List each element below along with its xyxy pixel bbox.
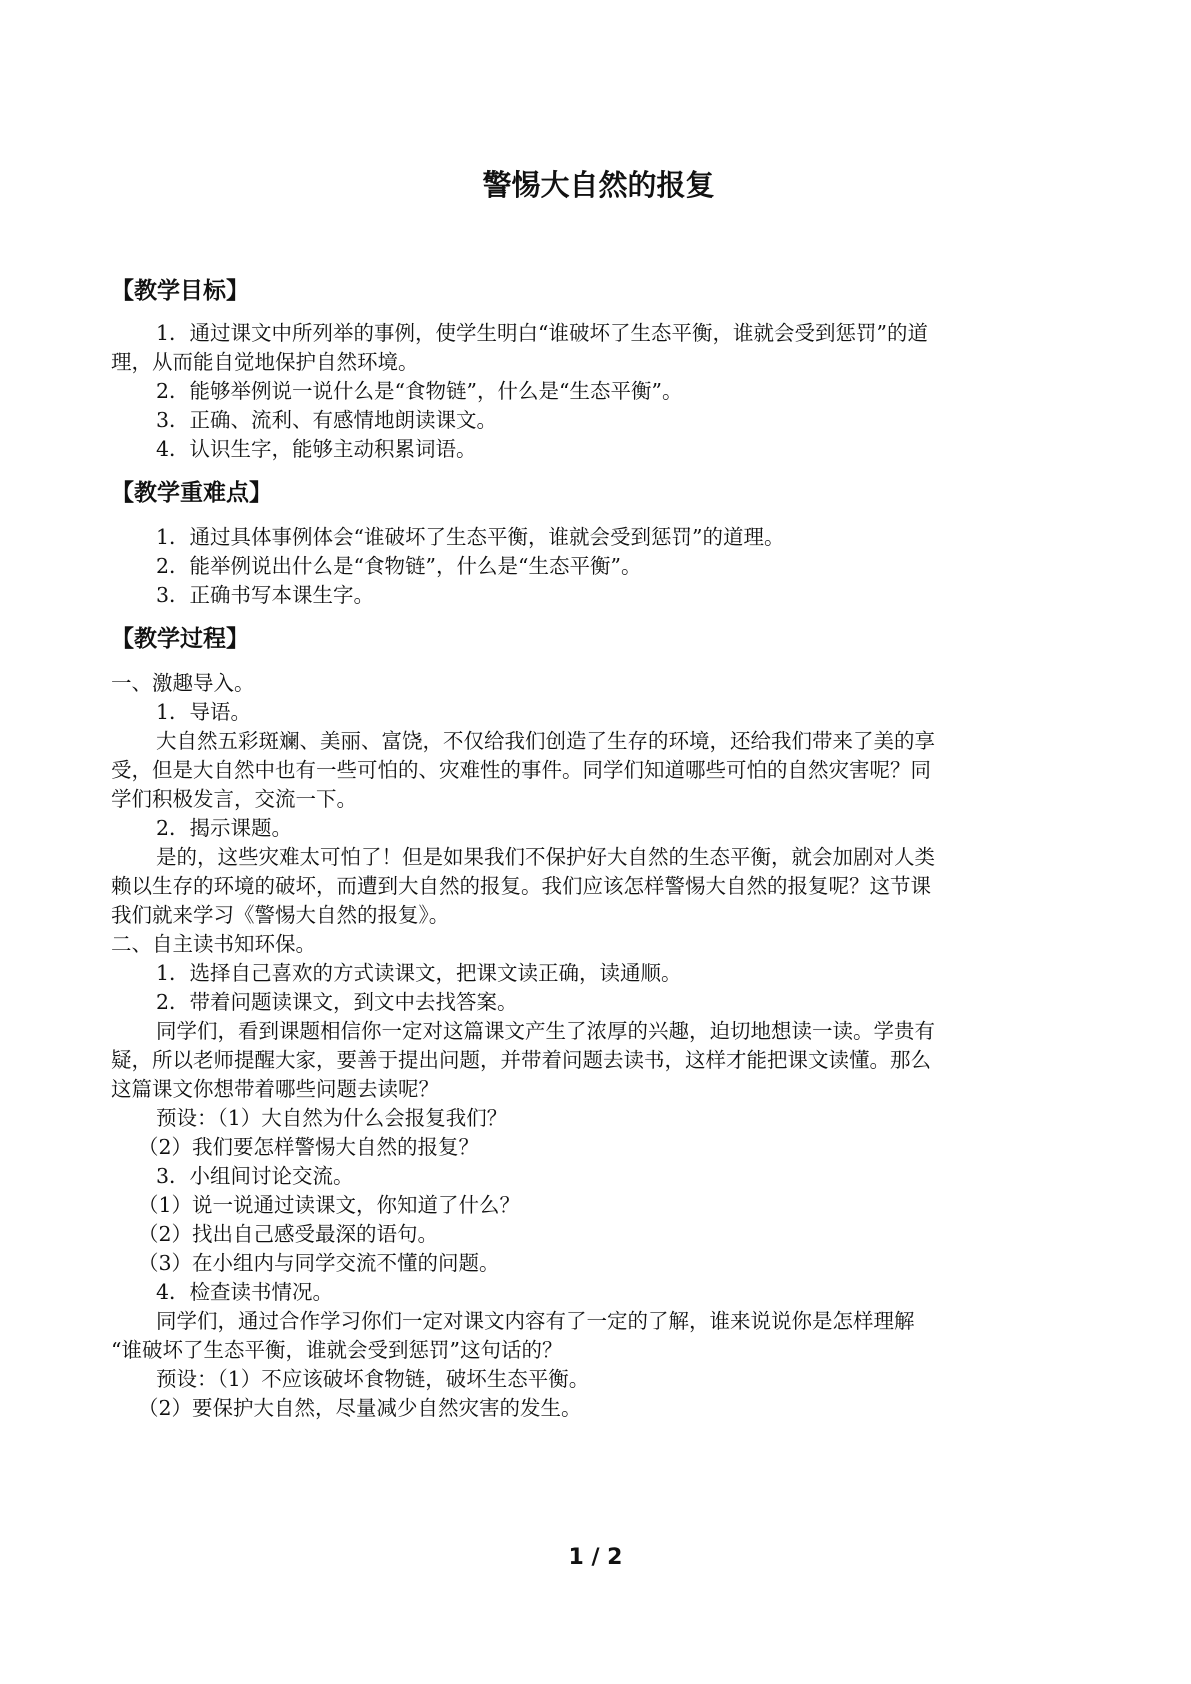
objective-line: 理，从而能自觉地保护自然环境。 [111,350,419,374]
heading-key-points: 【教学重难点】 [111,480,272,506]
process-line: 疑，所以老师提醒大家，要善于提出问题，并带着问题去读书，这样才能把课文读懂。那么 [111,1048,931,1072]
process-line: 我们就来学习《警惕大自然的报复》。 [111,903,450,927]
process-line: （1）说一说通过读课文，你知道了什么？ [138,1193,521,1217]
process-line: 受，但是大自然中也有一些可怕的、灾难性的事件。同学们知道哪些可怕的自然灾害呢？同 [111,758,931,782]
process-line: 2．带着问题读课文，到文中去找答案。 [156,990,518,1014]
key-point-line: 1．通过具体事例体会“谁破坏了生态平衡，谁就会受到惩罚”的道理。 [156,525,785,549]
process-line: 学们积极发言，交流一下。 [111,787,357,811]
objective-line: 1．通过课文中所列举的事例，使学生明白“谁破坏了生态平衡，谁就会受到惩罚”的道 [156,321,929,345]
process-line: 3．小组间讨论交流。 [156,1164,354,1188]
key-point-line: 3．正确书写本课生字。 [156,583,375,607]
process-line: 4．检查读书情况。 [156,1280,334,1304]
process-line: 1．选择自己喜欢的方式读课文，把课文读正确，读通顺。 [156,961,682,985]
objective-line: 4．认识生字，能够主动积累词语。 [156,437,477,461]
process-line: 一、激趣导入。 [111,671,255,695]
process-line: 这篇课文你想带着哪些问题去读呢？ [111,1077,439,1101]
process-line: 二、自主读书知环保。 [111,932,316,956]
objective-line: 2．能够举例说一说什么是“食物链”，什么是“生态平衡”。 [156,379,683,403]
process-line: 1．导语。 [156,700,252,724]
process-line: 2．揭示课题。 [156,816,293,840]
objective-line: 3．正确、流利、有感情地朗读课文。 [156,408,498,432]
heading-process: 【教学过程】 [111,626,249,652]
document-title: 警惕大自然的报复 [482,168,715,202]
process-line: “谁破坏了生态平衡，谁就会受到惩罚”这句话的？ [111,1338,563,1362]
page-number: 1 / 2 [568,1545,623,1570]
process-line: （2）我们要怎样警惕大自然的报复？ [138,1135,480,1159]
process-line: 同学们，看到课题相信你一定对这篇课文产生了浓厚的兴趣，迫切地想读一读。学贵有 [156,1019,935,1043]
process-line: （2）找出自己感受最深的语句。 [138,1222,439,1246]
process-line: （2）要保护大自然，尽量减少自然灾害的发生。 [138,1396,582,1420]
process-line: 同学们，通过合作学习你们一定对课文内容有了一定的了解，谁来说说你是怎样理解 [156,1309,915,1333]
process-line: 预设：（1）大自然为什么会报复我们？ [156,1106,508,1130]
process-line: 是的，这些灾难太可怕了！但是如果我们不保护好大自然的生态平衡，就会加剧对人类 [156,845,935,869]
key-point-line: 2．能举例说出什么是“食物链”，什么是“生态平衡”。 [156,554,642,578]
process-line: （3）在小组内与同学交流不懂的问题。 [138,1251,500,1275]
process-line: 大自然五彩斑斓、美丽、富饶，不仅给我们创造了生存的环境，还给我们带来了美的享 [156,729,935,753]
heading-objectives: 【教学目标】 [111,278,249,304]
process-line: 赖以生存的环境的破坏，而遭到大自然的报复。我们应该怎样警惕大自然的报复呢？这节课 [111,874,931,898]
process-line: 预设：（1）不应该破坏食物链，破坏生态平衡。 [156,1367,590,1391]
